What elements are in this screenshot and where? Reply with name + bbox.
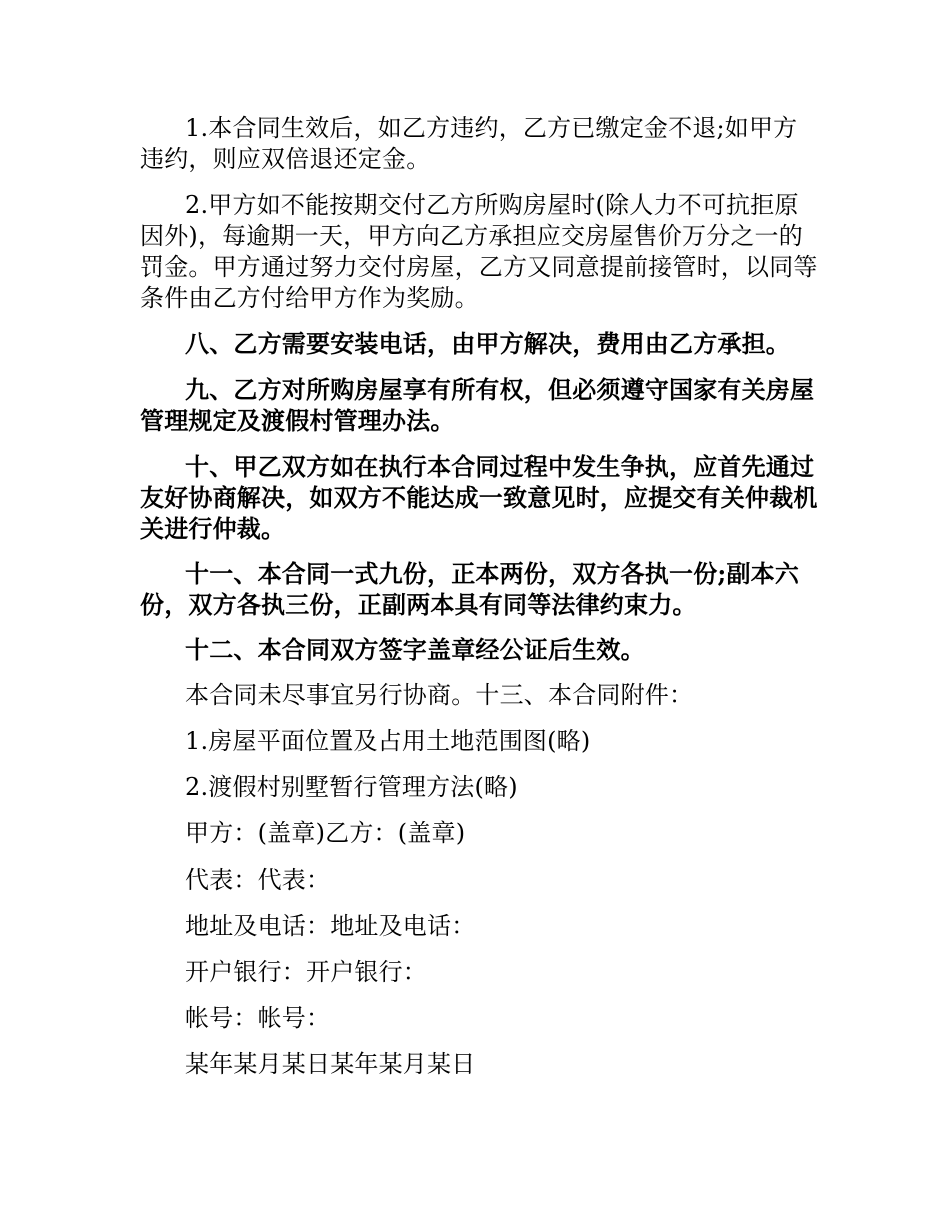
attachment-1: 1.房屋平面位置及占用土地范围图(略)	[185, 727, 591, 755]
clause-11: 十一、本合同一式九份，正本两份，双方各执一份;副本六份，双方各执三份，正副两本具有同等法律约束力。	[140, 559, 800, 619]
attachment-2: 2.渡假村别墅暂行管理方法(略)	[185, 773, 518, 801]
clause-8: 八、乙方需要安装电话，由甲方解决，费用由乙方承担。	[185, 329, 790, 358]
signature-bank: 开户银行：开户银行：	[185, 958, 427, 986]
signature-party-seal: 甲方：(盖章)乙方：(盖章)	[185, 819, 466, 847]
signature-address-phone: 地址及电话：地址及电话：	[185, 912, 476, 940]
signature-representative: 代表：代表：	[185, 866, 331, 894]
clause-10: 十、甲乙双方如在执行本合同过程中发生争执，应首先通过友好协商解决，如双方不能达成一致意见时，应提交有关仲裁机关进行仲裁。	[140, 452, 818, 543]
clause-7-item-2: 2.甲方如不能按期交付乙方所购房屋时(除人力不可抗拒原因外)，每逾期一天，甲方向乙方承担应交房屋售价万分之一的罚金。甲方通过努力交付房屋，乙方又同意提前接管时，以同等条件由乙方付给甲方作为奖励。	[140, 191, 818, 312]
supplementary-note: 本合同未尽事宜另行协商。十三、本合同附件：	[185, 681, 694, 709]
clause-9: 九、乙方对所购房屋享有所有权，但必须遵守国家有关房屋管理规定及渡假村管理办法。	[140, 375, 815, 435]
signature-date: 某年某月某日某年某月某日	[185, 1050, 476, 1078]
signature-account: 帐号：帐号：	[185, 1004, 331, 1032]
clause-12: 十二、本合同双方签字盖章经公证后生效。	[185, 635, 645, 664]
clause-7-item-1: 1.本合同生效后，如乙方违约，乙方已缴定金不退;如甲方违约，则应双倍退还定金。	[140, 114, 798, 173]
